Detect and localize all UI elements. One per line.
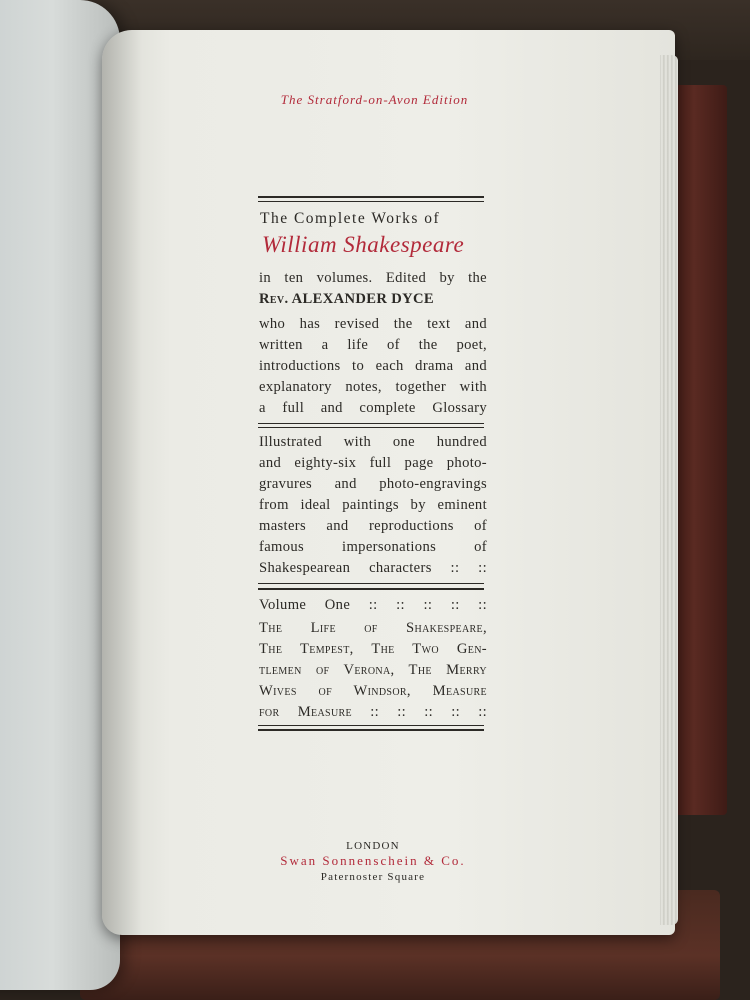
rule-bottom-2 — [258, 729, 484, 731]
gutter-shadow — [102, 30, 142, 935]
works-title: The Complete Works of — [260, 210, 441, 227]
illustration-line: from ideal paintings by eminent — [259, 497, 487, 513]
page-edges — [660, 55, 678, 925]
contents-line: tlemen of Verona, The Merry — [259, 662, 487, 678]
illustration-line: Illustrated with one hundred — [259, 434, 487, 450]
contents-line: for Measure :: :: :: :: :: — [259, 704, 487, 720]
book-spine-right — [672, 85, 727, 815]
description-line: who has revised the text and — [259, 316, 487, 332]
illustration-line: masters and reproductions of — [259, 518, 487, 534]
description-line: in ten volumes. Edited by the — [259, 270, 487, 286]
author-name: William Shakespeare — [262, 232, 465, 257]
illustration-line: famous impersonations of — [259, 539, 487, 555]
illustration-line: and eighty-six full page photo- — [259, 455, 487, 471]
illustration-line: gravures and photo-engravings — [259, 476, 487, 492]
rule-top-2 — [258, 201, 484, 202]
rule-mid-4 — [258, 588, 484, 590]
contents-line: The Life of Shakespeare, — [259, 620, 487, 636]
rule-bottom-1 — [258, 725, 484, 726]
rule-mid-2 — [258, 427, 484, 428]
description-line: explanatory notes, together with — [259, 379, 487, 395]
description-line: written a life of the poet, — [259, 337, 487, 353]
volume-label: Volume One :: :: :: :: :: — [259, 597, 487, 613]
editor-name: Rev. ALEXANDER DYCE — [259, 291, 435, 307]
imprint-address: Paternoster Square — [320, 871, 426, 883]
edition-heading: The Stratford-on-Avon Edition — [280, 92, 469, 107]
illustration-line: Shakespearean characters :: :: — [259, 560, 487, 576]
description-line: a full and complete Glossary — [259, 400, 487, 416]
imprint-city: LONDON — [346, 840, 400, 852]
contents-line: The Tempest, The Two Gen- — [259, 641, 487, 657]
contents-line: Wives of Windsor, Measure — [259, 683, 487, 699]
rule-top-1 — [258, 196, 484, 198]
description-line: introductions to each drama and — [259, 358, 487, 374]
rule-mid-1 — [258, 423, 484, 424]
rule-mid-3 — [258, 583, 484, 584]
imprint-publisher: Swan Sonnenschein & Co. — [280, 853, 466, 868]
